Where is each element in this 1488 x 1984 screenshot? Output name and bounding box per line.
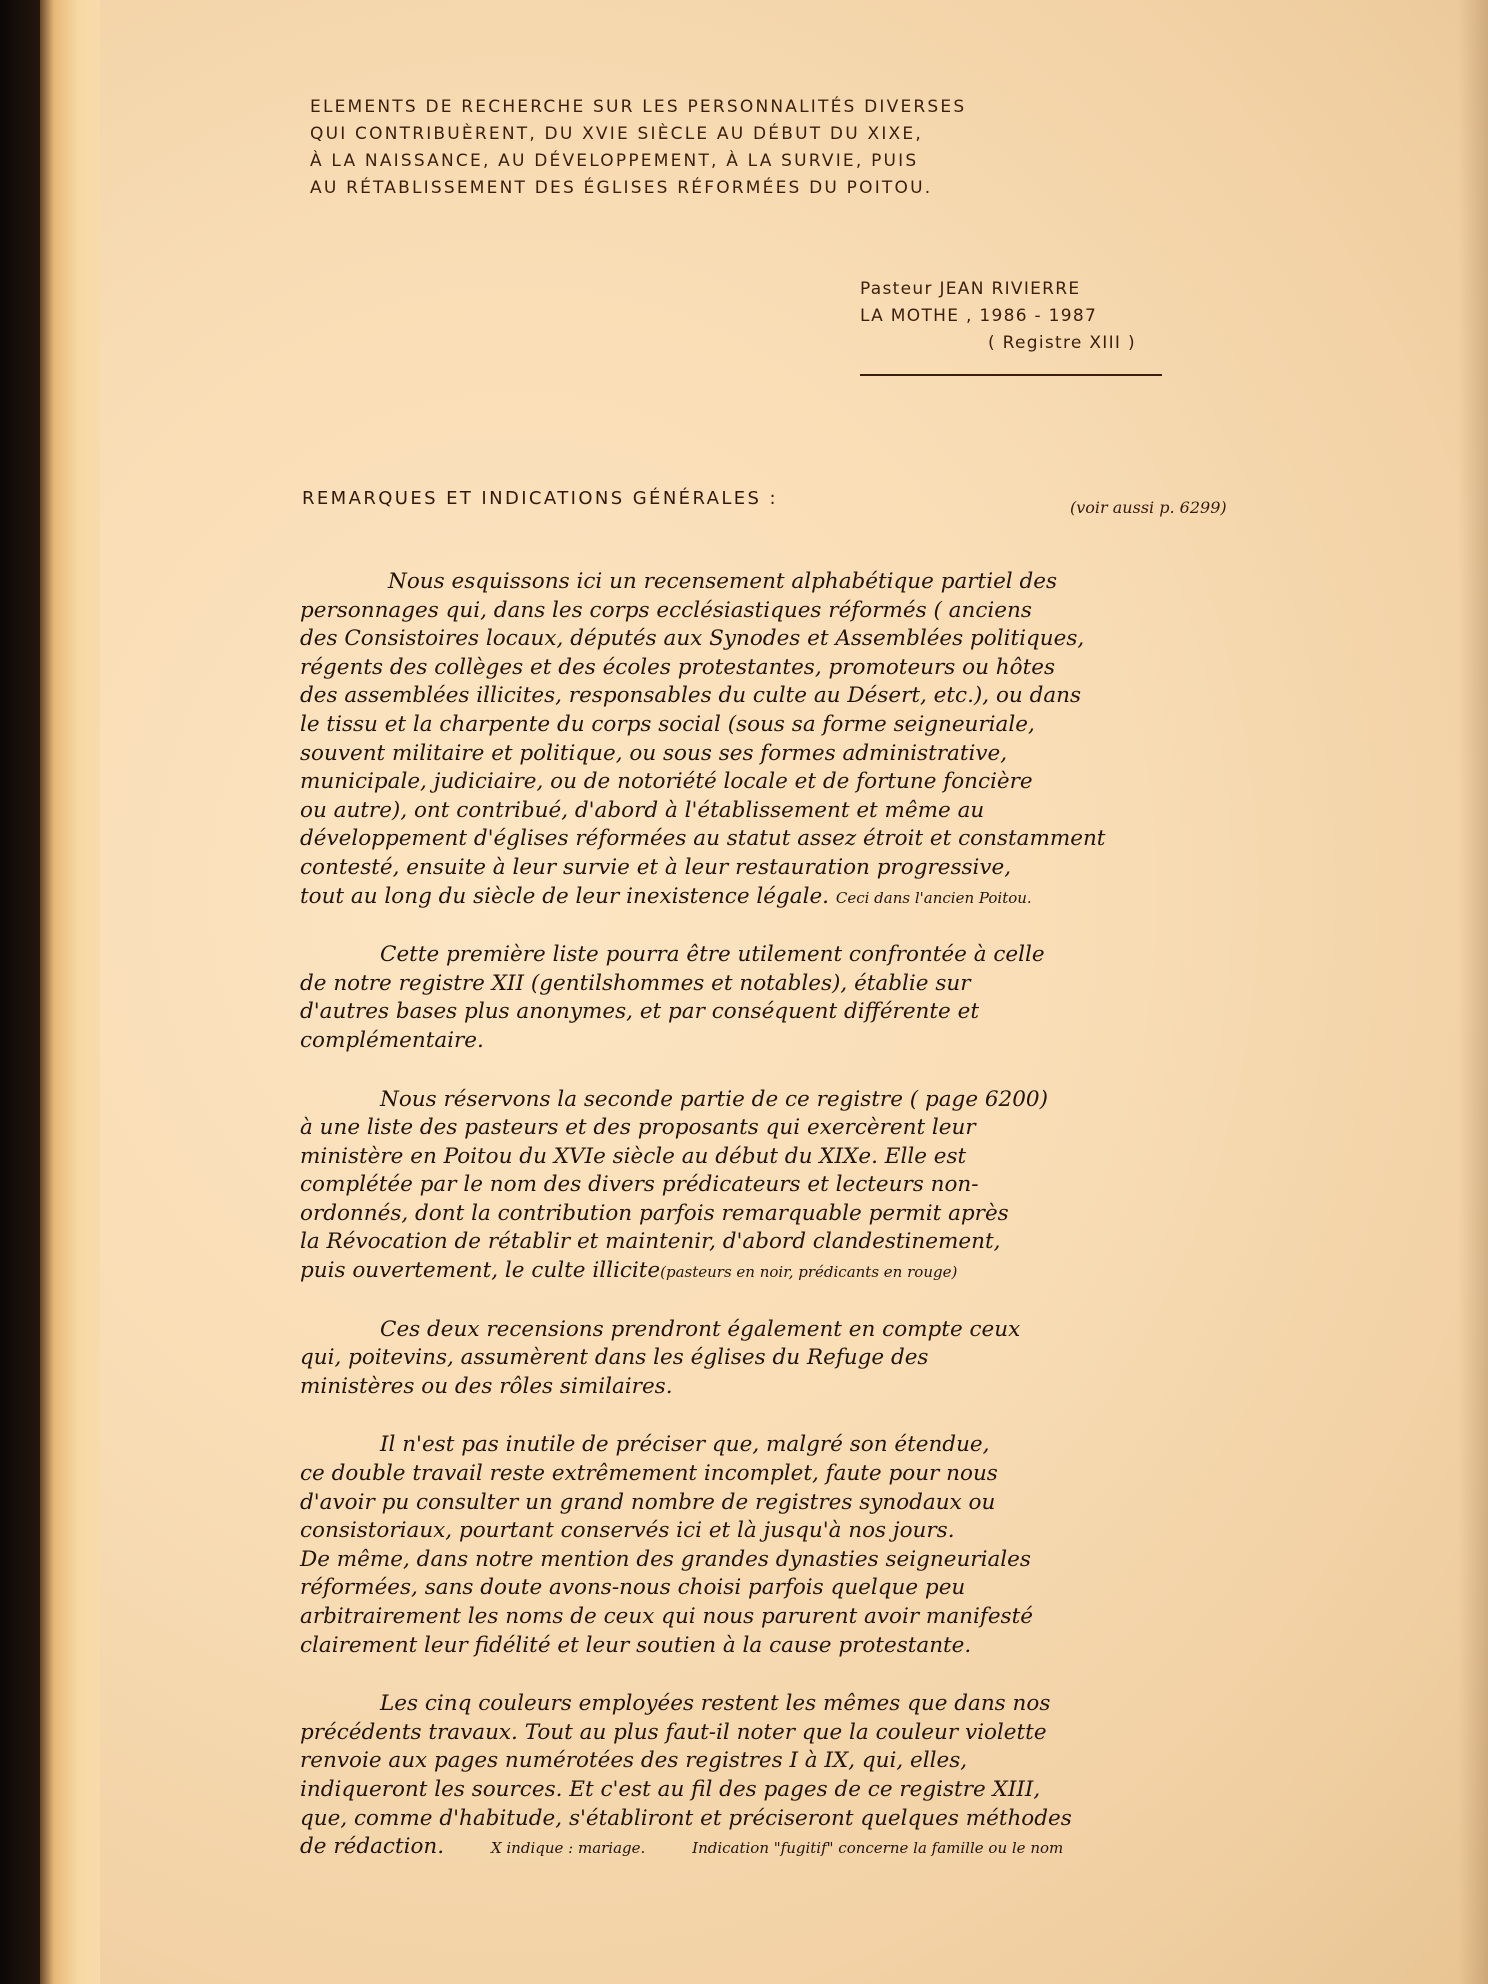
text-line: Cette première liste pourra être utilement confrontée à celle (380, 942, 1045, 968)
marriage-note: X indique : mariage. (490, 1839, 646, 1858)
text-line: Les cinq couleurs employées restent les mêmes que dans nos (380, 1691, 1051, 1717)
text-line: Nous esquissons ici un recensement alphabétique partiel des (388, 569, 1058, 594)
fugitive-note: Indication "fugitif" concerne la famille ou le nom (692, 1839, 1064, 1858)
author-block (860, 276, 1190, 357)
title-line: À LA NAISSANCE, AU DÉVELOPPEMENT, À LA SURVIE, PUIS (310, 151, 919, 171)
text-line: des assemblées illicites, responsables du culte au Désert, etc.), ou dans (300, 683, 1082, 709)
text-line: De même, dans notre mention des grandes dynasties seigneuriales (300, 1546, 1031, 1572)
text-line: souvent militaire et politique, ou sous ses formes administrative, (300, 740, 1008, 766)
section-heading: REMARQUES ET INDICATIONS GÉNÉRALES : (302, 488, 778, 509)
text-line: ministères ou des rôles similaires. (300, 1373, 673, 1399)
text-line: Il n'est pas inutile de préciser que, malgré son étendue, (380, 1432, 990, 1458)
text-line: municipale, judiciaire, ou de notoriété locale et de fortune foncière (300, 769, 1033, 795)
text-line (300, 1257, 1410, 1286)
text-line: d'autres bases plus anonymes, et par conséquent différente et (300, 999, 979, 1025)
author-underline (860, 374, 1162, 376)
text-line: la Révocation de rétablir et maintenir, d'abord clandestinement, (300, 1229, 1001, 1255)
title-line: ELEMENTS DE RECHERCHE SUR LES PERSONNALITÉS DIVERSES (310, 97, 967, 117)
text-line: Nous réservons la seconde partie de ce registre ( page 6200) (380, 1086, 1048, 1112)
paragraph-2 (300, 941, 1410, 1055)
document-title (310, 94, 1170, 202)
text-line: de notre registre XII (gentilshommes et notables), établie sur (300, 970, 971, 996)
paragraph-5 (300, 1431, 1410, 1660)
author-place-date: LA MOTHE , 1986 - 1987 (860, 306, 1098, 326)
text-segment: puis ouvertement, le culte illicite (300, 1258, 661, 1284)
color-legend-note: (pasteurs en noir, prédicants en rouge) (660, 1263, 958, 1282)
see-also-note: (voir aussi p. 6299) (1070, 498, 1227, 517)
text-line: ce double travail reste extrêmement incomplet, faute pour nous (300, 1461, 998, 1487)
text-line: Ces deux recensions prendront également en compte ceux (380, 1316, 1021, 1342)
text-line: renvoie aux pages numérotées des registres I à IX, qui, elles, (300, 1748, 968, 1774)
text-line: clairement leur fidélité et leur soutien à la cause protestante. (300, 1632, 972, 1658)
text-line: consistoriaux, pourtant conservés ici et là jusqu'à nos jours. (300, 1518, 955, 1544)
paragraph-6 (300, 1690, 1410, 1862)
text-line: arbitrairement les noms de ceux qui nous parurent avoir manifesté (300, 1604, 1033, 1629)
text-line: complétée par le nom des divers prédicateurs et lecteurs non- (300, 1172, 979, 1198)
margin-note: Ceci dans l'ancien Poitou. (835, 888, 1032, 907)
text-line: indiqueront les sources. Et c'est au fil des pages de ce registre XIII, (300, 1776, 1041, 1802)
text-line: que, comme d'habitude, s'établiront et préciseront quelques méthodes (300, 1805, 1072, 1831)
author-name: Pasteur JEAN RIVIERRE (860, 279, 1081, 299)
text-line: ou autre), ont contribué, d'abord à l'établissement et même au (300, 797, 985, 823)
text-line (300, 1833, 1410, 1862)
text-line: réformées, sans doute avons-nous choisi parfois quelque peu (300, 1575, 966, 1601)
text-line: développement d'églises réformées au statut assez étroit et constamment (300, 826, 1106, 852)
text-line: ministère en Poitou du XVIe siècle au début du XIXe. Elle est (300, 1143, 967, 1169)
text-line: régents des collèges et des écoles protestantes, promoteurs ou hôtes (300, 654, 1055, 680)
text-line: des Consistoires locaux, députés aux Synodes et Assemblées politiques, (300, 626, 1085, 652)
text-line: le tissu et la charpente du corps social (sous sa forme seigneuriale, (300, 711, 1035, 737)
document-body (300, 568, 1410, 1892)
text-line: personnages qui, dans les corps ecclésiastiques réformés ( anciens (300, 597, 1032, 623)
paragraph-4 (300, 1316, 1410, 1402)
text-line: contesté, ensuite à leur survie et à leur restauration progressive, (300, 854, 1012, 880)
author-register: ( Registre XIII ) (988, 333, 1136, 353)
text-line: qui, poitevins, assumèrent dans les églises du Refuge des (300, 1345, 929, 1371)
paragraph-1 (300, 568, 1410, 911)
text-line: précédents travaux. Tout au plus faut-il noter que la couleur violette (300, 1719, 1047, 1745)
document-page (100, 0, 1488, 1984)
title-line: AU RÉTABLISSEMENT DES ÉGLISES RÉFORMÉES DU POITOU. (310, 178, 933, 198)
text-line (300, 883, 1410, 912)
text-line: complémentaire. (300, 1027, 484, 1053)
text-line: ordonnés, dont la contribution parfois remarquable permit après (300, 1200, 1009, 1226)
title-line: QUI CONTRIBUÈRENT, DU XVIE SIÈCLE AU DÉBUT DU XIXE, (310, 124, 923, 144)
text-segment: de rédaction. (300, 1834, 445, 1860)
text-segment: tout au long du siècle de leur inexistence légale. (300, 883, 830, 909)
text-line: à une liste des pasteurs et des proposants qui exercèrent leur (300, 1115, 976, 1141)
text-line: d'avoir pu consulter un grand nombre de registres synodaux ou (300, 1489, 996, 1515)
paragraph-3 (300, 1086, 1410, 1286)
